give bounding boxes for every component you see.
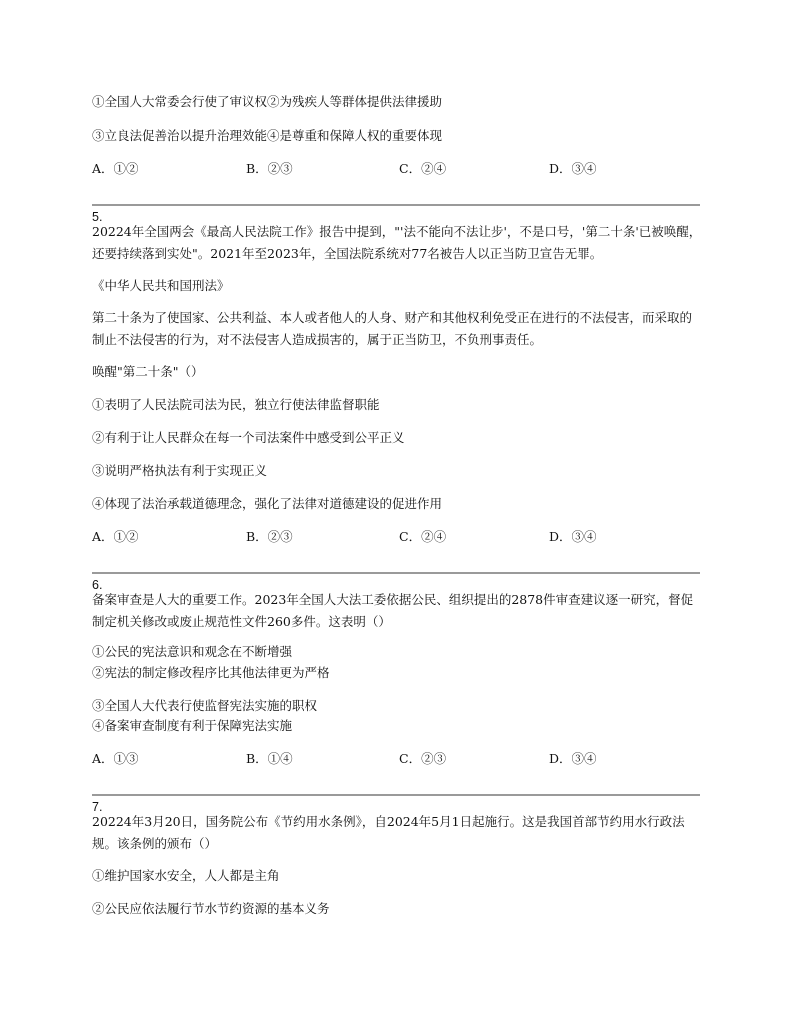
q4-option-c[interactable]: C．②④ (399, 161, 447, 176)
q6-option-d[interactable]: D．③④ (549, 751, 597, 766)
q5-law-text: 第二十条为了使国家、公共利益、本人或者他人的人身、财产和其他权利免受正在进行的不法侵害，而采取的制止不法侵害的行为，对不法侵害人造成损害的，属于正当防卫，不负刑事责任。 (92, 310, 693, 347)
q6-option-a[interactable]: A．①③ (92, 751, 139, 766)
q4-option-b[interactable]: B．②③ (246, 161, 293, 176)
q7-stem: 20224年3月20日，国务院公布《节约用水条例》，自2024年5月1日起施行。这是我国首部节约用水行政法规。该条例的颁布（） (92, 814, 685, 851)
q5-question: 唤醒"第二十条"（） (92, 364, 204, 379)
q7-number: 7. (92, 800, 103, 814)
q6-number: 6. (92, 578, 103, 592)
q5-option-d[interactable]: D．③④ (549, 529, 597, 544)
q5-option-a[interactable]: A．①② (92, 529, 139, 544)
question-divider (92, 794, 700, 796)
q5-statement-4: ④体现了法治承载道德理念，强化了法律对道德建设的促进作用 (92, 496, 443, 511)
q5-options (92, 529, 704, 545)
q7-statement-2: ②公民应依法履行节水节约资源的基本义务 (92, 901, 330, 916)
q6-stem: 备案审查是人大的重要工作。2023年全国人大法工委依据公民、组织提出的2878件审查建议逐一研究，督促制定机关修改或废止规范性文件260多件。这表明（） (92, 592, 694, 629)
q6-statement-4: ④备案审查制度有利于保障宪法实施 (92, 718, 293, 733)
question-divider (92, 204, 700, 206)
q7-statement-1: ①维护国家水安全，人人都是主角 (92, 868, 280, 883)
q5-number: 5. (92, 210, 103, 224)
q6-option-b[interactable]: B．①④ (246, 751, 293, 766)
q6-statement-1: ①公民的宪法意识和观念在不断增强 (92, 644, 293, 659)
q4-option-a[interactable]: A．①② (92, 161, 139, 176)
q4-statement-1: ①全国人大常委会行使了审议权②为残疾人等群体提供法律援助 (92, 94, 443, 109)
q5-law-title: 《中华人民共和国刑法》 (92, 278, 230, 293)
q5-option-b[interactable]: B．②③ (246, 529, 293, 544)
q5-statement-2: ②有利于让人民群众在每一个司法案件中感受到公平正义 (92, 430, 405, 445)
q4-option-d[interactable]: D．③④ (549, 161, 597, 176)
q4-statement-2: ③立良法促善治以提升治理效能④是尊重和保障人权的重要体现 (92, 128, 443, 143)
q6-statement-2: ②宪法的制定修改程序比其他法律更为严格 (92, 665, 330, 680)
q5-statement-1: ①表明了人民法院司法为民，独立行使法律监督职能 (92, 397, 380, 412)
q5-option-c[interactable]: C．②④ (399, 529, 447, 544)
q6-option-c[interactable]: C．②③ (399, 751, 447, 766)
q6-statement-3: ③全国人大代表行使监督宪法实施的职权 (92, 698, 318, 713)
q5-stem: 20224年全国两会《最高人民法院工作》报告中提到，"'法不能向不法让步'，不是口号，'第二十条'已被唤醒，还要持续落到实处"。2021年至2023年，全国法院系统对77名被告人以正当防卫宣告无罪。 (92, 224, 702, 261)
q6-options (92, 751, 704, 767)
question-divider (92, 572, 700, 574)
q5-statement-3: ③说明严格执法有利于实现正义 (92, 463, 268, 478)
q4-options (92, 161, 704, 177)
